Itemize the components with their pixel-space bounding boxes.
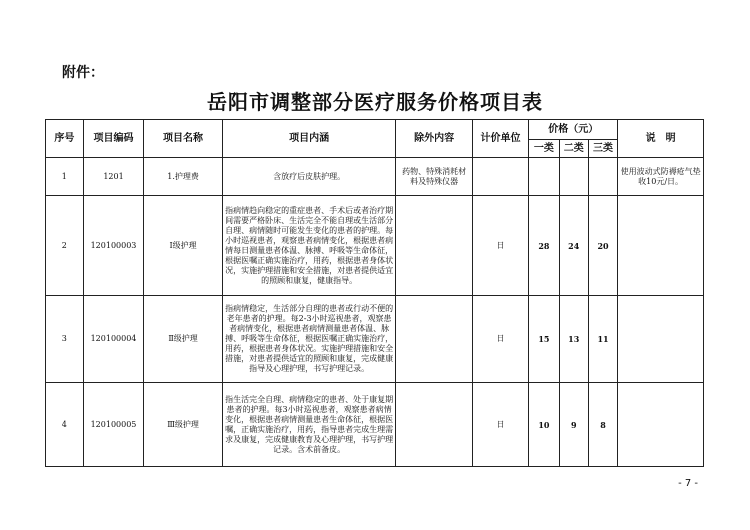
table-row — [46, 196, 704, 296]
row-price-class2: 9 — [559, 383, 588, 467]
row-seq: 4 — [46, 383, 84, 467]
header-class3: 三类 — [588, 140, 617, 158]
row-unit: 日 — [472, 196, 528, 296]
row-seq: 1 — [46, 158, 84, 196]
row-unit: 日 — [472, 296, 528, 383]
document-title: 岳阳市调整部分医疗服务价格项目表 — [207, 90, 543, 114]
header-unit: 计价单位 — [472, 120, 528, 158]
row-price-class1 — [529, 158, 559, 196]
row-name: Ⅲ级护理 — [144, 383, 222, 467]
row-name: 1.护理费 — [144, 158, 222, 196]
row-note — [618, 196, 704, 296]
row-note — [618, 296, 704, 383]
row-price-class3: 20 — [588, 196, 617, 296]
row-exclusion — [396, 296, 472, 383]
row-price-class1: 15 — [529, 296, 559, 383]
price-table — [45, 119, 704, 467]
row-unit — [472, 158, 528, 196]
row-seq: 3 — [46, 296, 84, 383]
row-code: 1201 — [83, 158, 144, 196]
row-price-class3 — [588, 158, 617, 196]
row-price-class3: 11 — [588, 296, 617, 383]
row-code: 120100004 — [83, 296, 144, 383]
header-row — [46, 120, 704, 140]
header-name: 项目名称 — [144, 120, 222, 158]
header-code: 项目编码 — [83, 120, 144, 158]
row-price-class1: 28 — [529, 196, 559, 296]
row-unit: 日 — [472, 383, 528, 467]
row-price-class2: 13 — [559, 296, 588, 383]
row-price-class3: 8 — [588, 383, 617, 467]
header-note: 说 明 — [618, 120, 704, 158]
header-seq: 序号 — [46, 120, 84, 158]
row-code: 120100003 — [83, 196, 144, 296]
row-content: 含放疗后皮肤护理。 — [222, 158, 396, 196]
row-exclusion: 药物、特殊消耗材料及特殊仪器 — [396, 158, 472, 196]
row-content: 指生活完全自理、病情稳定的患者、处于康复期患者的护理。每3小时巡视患者，观察患者病情变化，根据患者病情测量患者生命体征，根据医嘱，正确实施治疗，用药，指导患者完成生理需求及康复，完成健康教育及心理护理，书写护理记录。含术前备皮。 — [222, 383, 396, 467]
row-name: Ⅱ级护理 — [144, 296, 222, 383]
row-note: 使用波动式防褥疮气垫收10元/日。 — [618, 158, 704, 196]
header-class1: 一类 — [529, 140, 559, 158]
row-code: 120100005 — [83, 383, 144, 467]
page-number: - 7 - — [678, 478, 698, 489]
header-content: 项目内涵 — [222, 120, 396, 158]
header-exclusion: 除外内容 — [396, 120, 472, 158]
header-class2: 二类 — [559, 140, 588, 158]
row-exclusion — [396, 383, 472, 467]
table-row — [46, 296, 704, 383]
row-name: Ⅰ级护理 — [144, 196, 222, 296]
row-content: 指病情稳定，生活部分自理的患者或行动不便的老年患者的护理。每2-3小时巡视患者，观察患者病情变化，根据患者病情测量患者体温、脉搏、呼吸等生命体征，根据医嘱正确实施治疗，用药，根据患者身体状况。实施护理措施和安全措施，对患者提供适宜的照顾和康复，完成健康指导及心理护理，书写护理记录。 — [222, 296, 396, 383]
attachment-label: 附件： — [62, 65, 104, 81]
table-row — [46, 158, 704, 196]
row-seq: 2 — [46, 196, 84, 296]
row-content: 指病情趋向稳定的重症患者、手术后或者治疗期间需要严格卧床、生活完全不能自理或生活部分自理、病情随时可能发生变化的患者的护理。每小时巡视患者，观察患者病情变化，根据患者病情每日测量患者体温、脉搏、呼吸等生命体征，根据医嘱正确实施治疗，用药，根据患者身体状况，实施护理措施和安全措施，对患者提供适宜的照顾和康复，健康指导。 — [222, 196, 396, 296]
row-note — [618, 383, 704, 467]
row-price-class2 — [559, 158, 588, 196]
row-price-class1: 10 — [529, 383, 559, 467]
table-row — [46, 383, 704, 467]
header-price-group: 价格（元） — [529, 120, 618, 140]
row-exclusion — [396, 196, 472, 296]
row-price-class2: 24 — [559, 196, 588, 296]
